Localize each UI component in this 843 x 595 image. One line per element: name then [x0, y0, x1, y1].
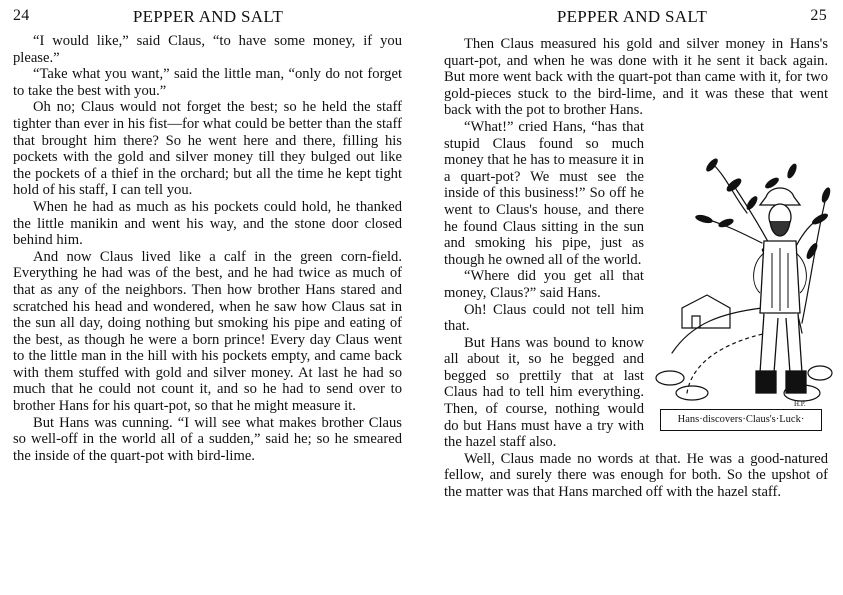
running-head: PEPPER AND SALT	[556, 7, 708, 26]
paragraph: Oh! Claus could not tell him that.	[444, 301, 644, 335]
paragraph: Well, Claus made no words at that. He was a good-natured fellow, and surely there was enough for both. So the upshot of the matter was that Hans marched off with the hazel staff.	[444, 450, 828, 501]
paragraph: But Hans was cunning. “I will see what makes brother Claus so well-off in the world all of a sudden,” said he; so he smeared the inside of the quart-pot with bird-lime.	[13, 414, 402, 464]
page-number: 25	[810, 7, 827, 24]
paragraph: But Hans was bound to know all about it, so he begged and begged so prettily that at last Claus had to tell him everything. Then, of course, nothing would do but Hans must have a try with the hazel staff also.	[444, 334, 644, 451]
left-page	[0, 0, 421, 595]
paragraph: “Where did you get all that money, Claus?” said Hans.	[444, 268, 644, 301]
paragraph: “Take what you want,” said the little man, “only do not forget to take the best with you.”	[13, 66, 402, 99]
right-page	[421, 0, 843, 595]
left-page-text	[13, 33, 402, 464]
artist-monogram: H.P.	[794, 399, 806, 408]
paragraph: Then Claus measured his gold and silver money in Hans's quart-pot, and when he was done with it he sent it back again. But more went back with the quart-pot than came with it, for two gold-pieces stuck to the bird-lime, and it was these that went back with the pot to brother Hans.	[444, 36, 828, 119]
left-page-header	[13, 7, 403, 29]
illustration	[652, 123, 834, 435]
right-page-text	[444, 36, 828, 501]
paragraph: “I would like,” said Claus, “to have some money, if you please.”	[13, 33, 402, 66]
hans-illustration	[652, 123, 834, 435]
paragraph: Oh no; Claus would not forget the best; so he held the staff tighter than ever in his fist—for what could be better than the staff that brought him there? So he went here and there, filling his pockets with the gold and silver money till they bulged out like the pockets of a thief in the orchard; but all the time he kept tight hold of his staff, I can tell you.	[13, 99, 402, 199]
paragraph: “What!” cried Hans, “has that stupid Claus found so much money that he has to measure it in a quart-pot? We must see the inside of this business!” So off he went to Claus's house, and there he found Claus sitting in the sun and smoking his pipe, just as though he owned all of the world.	[444, 118, 644, 268]
illustration-caption: Hans·discovers·Claus's·Luck·	[660, 409, 822, 431]
page-number: 24	[13, 7, 30, 24]
right-page-header	[437, 7, 827, 29]
paragraph: And now Claus lived like a calf in the green corn-field. Everything he had was of the best, and he had twice as much of that as any of the neighbors. Then how brother Hans stared and scratched his head and wondered, when he saw how Claus sat in the sun all day, doing nothing but smoking his pipe and eating of the best, as though he were a born prince! Every day Claus went to the little man in the hill with his pockets empty, and came back with them stuffed with gold and silver money. At last he had so much that he could not count it, and so he had to send over to brother Hans for his quart-pot, so that he might measure it.	[13, 248, 402, 415]
running-head: PEPPER AND SALT	[132, 7, 284, 26]
paragraph: When he had as much as his pockets could hold, he thanked the little manikin and went his way, and the stone door closed behind him.	[13, 198, 402, 249]
